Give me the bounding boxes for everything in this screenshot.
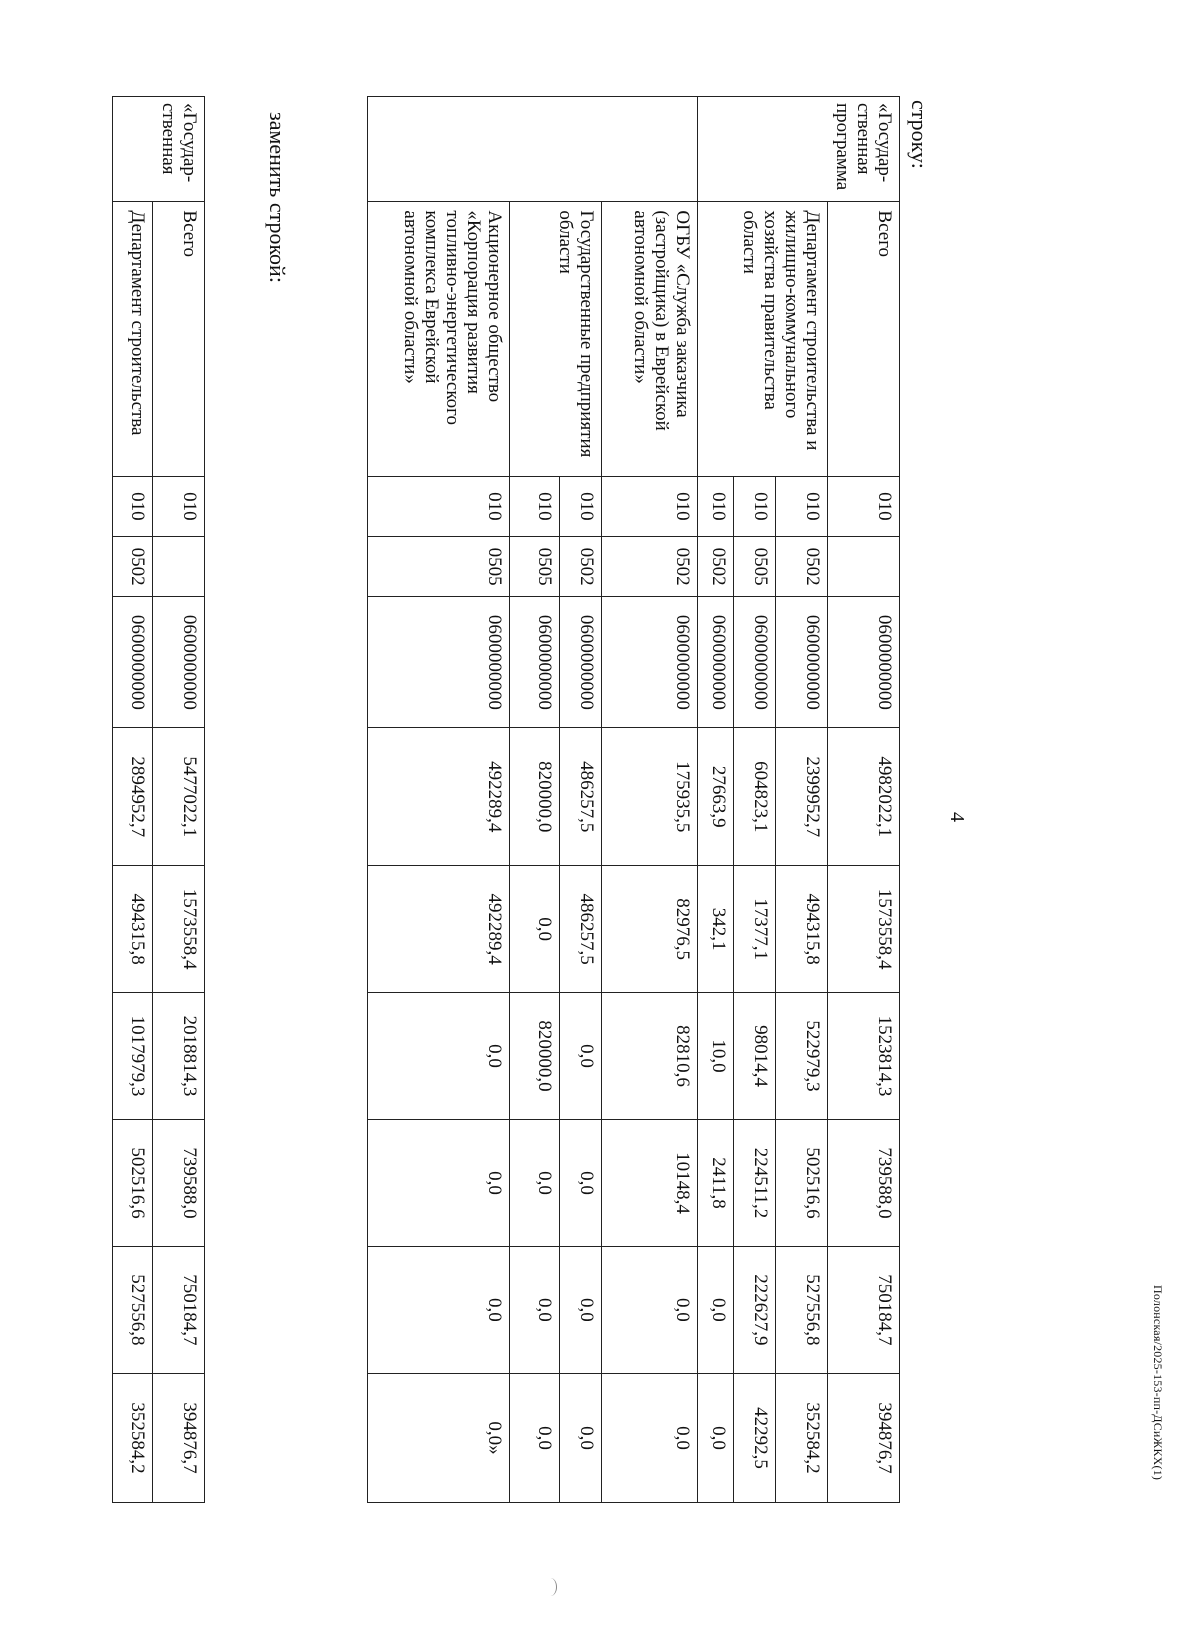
table-row [560,97,602,1503]
rz-cell: 0502 [560,536,602,596]
org-cell: Акционерное общество «Корпорация развития топливно-энергетического комплекса Еврейской автономной области» [368,202,510,476]
value-cell: 527556,8 [776,1246,828,1373]
value-cell: 0,0 [602,1373,698,1502]
value-cell: 2018814,3 [153,993,205,1120]
document-code: Полонская/2025-153-пп-ДСиЖКХ(1) [1151,1285,1165,1481]
org-cell: ОГБУ «Служба заказчика (застройщика) в Еврейской автономной области» [602,202,698,476]
value-cell: 0,0 [560,1120,602,1247]
table-new-rows [112,96,205,1503]
grbs-cell: 010 [560,476,602,536]
org-cell: Всего [828,202,900,476]
value-cell: 4982022,1 [828,728,900,866]
value-cell: 820000,0 [510,728,560,866]
value-cell: 502516,6 [776,1120,828,1247]
value-cell: 98014,4 [734,993,776,1120]
org-cell: Департамент строительства [113,202,153,476]
value-cell: 10148,4 [602,1120,698,1247]
value-cell: 486257,5 [560,728,602,866]
value-cell: 0,0 [698,1373,734,1502]
value-cell: 739588,0 [828,1120,900,1247]
csr-cell: 0600000000 [560,597,602,728]
value-cell: 10,0 [698,993,734,1120]
value-cell: 527556,8 [113,1246,153,1373]
csr-cell: 0600000000 [153,597,205,728]
value-cell: 0,0 [510,1373,560,1502]
value-cell: 0,0 [602,1246,698,1373]
value-cell: 492289,4 [368,728,510,866]
value-cell: 82976,5 [602,866,698,993]
value-cell: 0,0 [510,866,560,993]
value-cell: 0,0 [560,993,602,1120]
org-cell: Государственные предприятия области [510,202,602,476]
value-cell: 2399952,7 [776,728,828,866]
value-cell: 0,0 [560,1246,602,1373]
value-cell: 750184,7 [153,1246,205,1373]
program-cell-empty [368,97,698,202]
value-cell: 492289,4 [368,866,510,993]
grbs-cell: 010 [602,476,698,536]
table-row [776,97,828,1503]
value-cell: 522979,3 [776,993,828,1120]
value-cell: 1523814,3 [828,993,900,1120]
value-cell: 222627,9 [734,1246,776,1373]
csr-cell: 0600000000 [734,597,776,728]
grbs-cell: 010 [153,476,205,536]
csr-cell: 0600000000 [602,597,698,728]
value-cell: 82810,6 [602,993,698,1120]
value-cell: 750184,7 [828,1246,900,1373]
value-cell: 1573558,4 [828,866,900,993]
rz-cell: 0502 [113,536,153,596]
rz-cell: 0505 [510,536,560,596]
program-cell: «Государ-ственная [113,97,205,202]
value-cell: 494315,8 [113,866,153,993]
value-cell: 224511,2 [734,1120,776,1247]
value-cell: 2411,8 [698,1120,734,1247]
grbs-cell: 010 [698,476,734,536]
value-cell: 175935,5 [602,728,698,866]
table-old-rows [367,96,900,1503]
page-number: 4 [946,812,968,822]
csr-cell: 0600000000 [113,597,153,728]
value-cell: 394876,7 [153,1373,205,1502]
value-cell: 17377,1 [734,866,776,993]
value-cell: 352584,2 [113,1373,153,1502]
intro-text-replace-row: строку: [907,100,932,169]
value-cell: 486257,5 [560,866,602,993]
grbs-cell: 010 [828,476,900,536]
grbs-cell: 010 [368,476,510,536]
grbs-cell: 010 [734,476,776,536]
rz-cell: 0502 [698,536,734,596]
value-cell: 0,0» [368,1373,510,1502]
grbs-cell: 010 [113,476,153,536]
value-cell: 0,0 [510,1120,560,1247]
rz-cell: 0502 [602,536,698,596]
value-cell: 0,0 [560,1373,602,1502]
table-row [153,97,205,1503]
value-cell: 42292,5 [734,1373,776,1502]
table-row [113,97,153,1503]
value-cell: 352584,2 [776,1373,828,1502]
value-cell: 820000,0 [510,993,560,1120]
csr-cell: 0600000000 [776,597,828,728]
org-cell: Департамент строительства и жилищно-коммунального хозяйства правительства области [698,202,828,476]
value-cell: 604823,1 [734,728,776,866]
value-cell: 502516,6 [113,1120,153,1247]
rz-cell [828,536,900,596]
value-cell: 1017979,3 [113,993,153,1120]
table-row [828,97,900,1503]
scan-artifact [544,1578,557,1596]
value-cell: 342,1 [698,866,734,993]
value-cell: 0,0 [510,1246,560,1373]
grbs-cell: 010 [510,476,560,536]
value-cell: 27663,9 [698,728,734,866]
value-cell: 494315,8 [776,866,828,993]
program-cell: «Государ-ственная программа [698,97,900,202]
rz-cell: 0505 [368,536,510,596]
csr-cell: 0600000000 [510,597,560,728]
value-cell: 0,0 [368,1120,510,1247]
org-cell: Всего [153,202,205,476]
value-cell: 5477022,1 [153,728,205,866]
table-row [602,97,698,1503]
grbs-cell: 010 [776,476,828,536]
rz-cell: 0505 [734,536,776,596]
value-cell: 0,0 [368,993,510,1120]
csr-cell: 0600000000 [368,597,510,728]
value-cell: 2894952,7 [113,728,153,866]
rz-cell [153,536,205,596]
table-row [368,97,510,1503]
value-cell: 0,0 [368,1246,510,1373]
csr-cell: 0600000000 [828,597,900,728]
intro-text-replace-with: заменить строкой: [265,112,290,283]
value-cell: 0,0 [698,1246,734,1373]
rz-cell: 0502 [776,536,828,596]
value-cell: 1573558,4 [153,866,205,993]
value-cell: 394876,7 [828,1373,900,1502]
csr-cell: 0600000000 [698,597,734,728]
value-cell: 739588,0 [153,1120,205,1247]
